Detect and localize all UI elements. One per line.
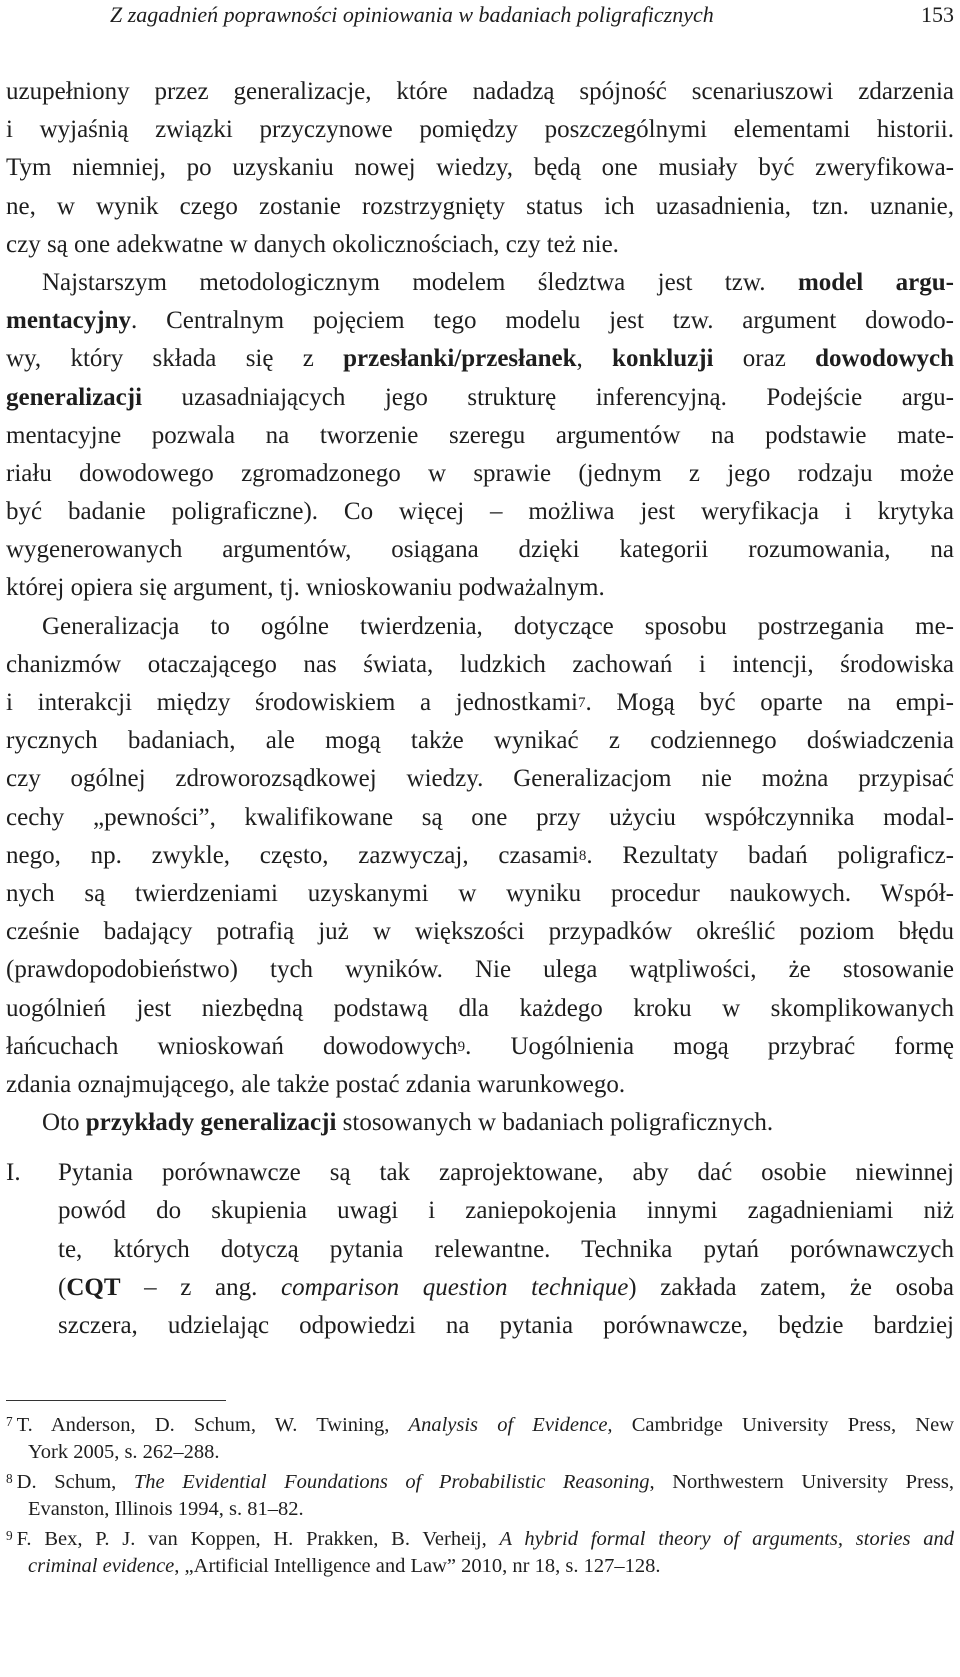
text-span: , <box>576 345 613 373</box>
text-line: szczera, udzielając odpowiedzi na pytania porównawcze, będzie bardziej <box>58 1312 954 1339</box>
text-line: powód do skupienia uwagi i zaniepokojenia innymi zagadnieniami niż <box>58 1197 954 1225</box>
paragraph-3 <box>6 608 954 1104</box>
text-span: łańcuchach wnioskowań dowodowych <box>6 1032 458 1060</box>
text-line: cechy „pewności”, kwalifikowane są one przy użyciu współczynnika modal- <box>6 803 954 831</box>
text-span: Oto <box>42 1109 86 1137</box>
text-span: . Centralnym pojęciem tego modelu jest tzw. argument dowodo- <box>130 307 954 335</box>
text-line <box>6 379 954 417</box>
term-przyklady-generalizacji: przykłady generalizacji <box>85 1109 337 1137</box>
text-line <box>6 264 954 302</box>
text-span: T. Anderson, D. Schum, W. Twining, <box>16 1414 409 1436</box>
text-line: cześnie badający potrafią już w większości przypadków określić poziom błędu <box>6 918 954 946</box>
term-comparison-question-technique: comparison question technique <box>281 1273 629 1301</box>
footnote-9 <box>6 1526 954 1580</box>
text-span: ) zakłada zatem, że osoba <box>628 1273 954 1301</box>
paragraph-2 <box>6 264 954 608</box>
footnote-line: Evanston, Illinois 1994, s. 81–82. <box>28 1498 304 1520</box>
text-line <box>6 340 954 378</box>
text-span: wy, który składa się z <box>6 345 344 373</box>
footnote-line <box>6 1553 954 1580</box>
footnote-ref-8[interactable]: 8 <box>578 847 587 864</box>
book-title: Analysis of Evidence, <box>408 1414 613 1436</box>
text-span: oraz <box>713 345 816 373</box>
article-title: A hybrid formal theory of arguments, stories and <box>499 1528 954 1550</box>
term-model-argumentacyjny-end: mentacyjny <box>6 307 131 335</box>
text-line: wygenerowanych argumentów, osiągana dzięki kategorii rozumowania, na <box>6 536 954 564</box>
text-line <box>6 1028 954 1066</box>
main-text <box>6 73 954 1345</box>
page-number: 153 <box>921 2 954 27</box>
text-line <box>6 684 954 722</box>
running-head-title: Z zagadnień poprawności opiniowania w badaniach poligraficznych <box>110 2 714 27</box>
footnote-separator <box>6 1400 226 1401</box>
footnote-ref-9[interactable]: 9 <box>457 1038 466 1055</box>
text-line: ne, w wynik czego zostanie rozstrzygnięty status ich uzasadnienia, tzn. uznanie, <box>6 192 954 220</box>
footnote-mark: 8 <box>6 1470 13 1486</box>
paragraph-1 <box>6 73 954 264</box>
article-title: criminal evidence <box>28 1555 175 1577</box>
footnote-line: York 2005, s. 262–288. <box>28 1441 220 1463</box>
text-span: Najstarszym metodologicznym modelem śledztwa jest tzw. <box>42 268 798 296</box>
list-item <box>6 1154 954 1345</box>
text-line: której opiera się argument, tj. wnioskowaniu podważalnym. <box>6 574 605 602</box>
text-span: . Mogą być oparte na empi- <box>585 689 955 716</box>
text-line: Generalizacja to ogólne twierdzenia, dotyczące sposobu postrzegania me- <box>42 612 954 640</box>
footnote-8 <box>6 1469 954 1523</box>
footnote-mark: 7 <box>6 1413 13 1429</box>
text-line: (prawdopodobieństwo) tych wyników. Nie ulega wątpliwości, że stosowanie <box>6 956 954 984</box>
text-line: Tym niemniej, po uzyskaniu nowej wiedzy, będą one musiały być zweryfikowa- <box>6 154 954 182</box>
book-title: The Evidential Foundations of Probabilistic Reasoning <box>133 1471 650 1493</box>
text-span: i interakcji między środowiskiem a jednostkami <box>6 689 578 716</box>
text-span: F. Bex, P. J. van Koppen, H. Prakken, B. Verheij, <box>16 1528 500 1550</box>
text-line: rycznych badaniach, ale mogą także wynikać z codziennego doświadczenia <box>6 727 954 755</box>
footnote-line <box>6 1412 954 1439</box>
text-line: Pytania porównawcze są tak zaprojektowane, aby dać osobie niewinnej <box>58 1159 954 1187</box>
text-line: zdania oznajmującego, ale także postać zdania warunkowego. <box>6 1070 626 1098</box>
text-line <box>6 302 954 340</box>
text-line: te, których dotyczą pytania relewantne. Technika pytań porównawczych <box>58 1235 954 1263</box>
text-line <box>6 1104 954 1142</box>
text-span: uzasadniających jego strukturę inferencyjną. Podejście argu- <box>142 383 954 411</box>
footnote-ref-7[interactable]: 7 <box>577 695 586 711</box>
text-span: Cambridge University Press, New <box>612 1414 955 1436</box>
text-line: mentacyjne pozwala na tworzenie szeregu argumentów na podstawie mate- <box>6 421 954 449</box>
text-span: , Northwestern University Press, <box>649 1471 954 1493</box>
term-przeslanki: przesłanki/przesłanek <box>343 345 577 373</box>
term-dowodowych: dowodowych <box>815 345 955 373</box>
term-model-argumentacyjny: model argu- <box>797 268 954 296</box>
paragraph-4 <box>6 1104 954 1142</box>
text-line <box>6 837 954 875</box>
text-span: ( <box>58 1273 67 1301</box>
footnote-mark: 9 <box>6 1527 13 1543</box>
text-line: czy są one adekwatne w danych okolicznościach, czy też nie. <box>6 230 619 258</box>
text-line <box>58 1269 954 1307</box>
term-konkluzji: konkluzji <box>612 345 714 373</box>
text-span: stosowanych w badaniach poligraficznych. <box>336 1109 774 1137</box>
text-line: czy ogólnej zdroworozsądkowej wiedzy. Generalizacjom nie można przypisać <box>6 765 954 793</box>
text-span: , „Artificial Intelligence and Law” 2010, nr 18, s. 127–128. <box>174 1555 661 1577</box>
running-head <box>0 0 960 40</box>
text-span: nego, np. zwykle, często, zazwyczaj, czasami <box>6 841 579 869</box>
text-span: D. Schum, <box>16 1471 134 1493</box>
text-span: . Uogólnienia mogą przybrać formę <box>465 1032 954 1060</box>
text-line: i wyjaśnią związki przyczynowe pomiędzy poszczególnymi elementami historii. <box>6 116 954 144</box>
term-cqt: CQT <box>66 1273 121 1301</box>
footnote-line <box>6 1526 954 1553</box>
text-line: nych są twierdzeniami uzyskanymi w wyniku procedur naukowych. Współ- <box>6 879 954 907</box>
list-item-body <box>58 1154 954 1345</box>
text-line: uzupełniony przez generalizacje, które nadadzą spójność scenariuszowi zdarzenia <box>6 78 954 105</box>
text-line: uogólnień jest niezbędną podstawą dla każdego kroku w skomplikowanych <box>6 994 954 1022</box>
footnote-line <box>6 1469 954 1496</box>
footnotes <box>6 1412 954 1580</box>
footnote-7 <box>6 1412 954 1466</box>
list-item-number: I. <box>6 1159 21 1187</box>
text-line: być badanie poligraficzne). Co więcej – możliwa jest weryfikacja i krytyka <box>6 498 954 526</box>
text-line: chanizmów otaczającego nas świata, ludzkich zachowań i intencji, środowiska <box>6 650 954 678</box>
text-span: . Rezultaty badań poligraficz- <box>586 841 954 869</box>
text-span: – z ang. <box>120 1273 282 1301</box>
term-generalizacji: generalizacji <box>6 383 143 411</box>
text-line: riału dowodowego zgromadzonego w sprawie (jednym z jego rodzaju może <box>6 459 954 487</box>
